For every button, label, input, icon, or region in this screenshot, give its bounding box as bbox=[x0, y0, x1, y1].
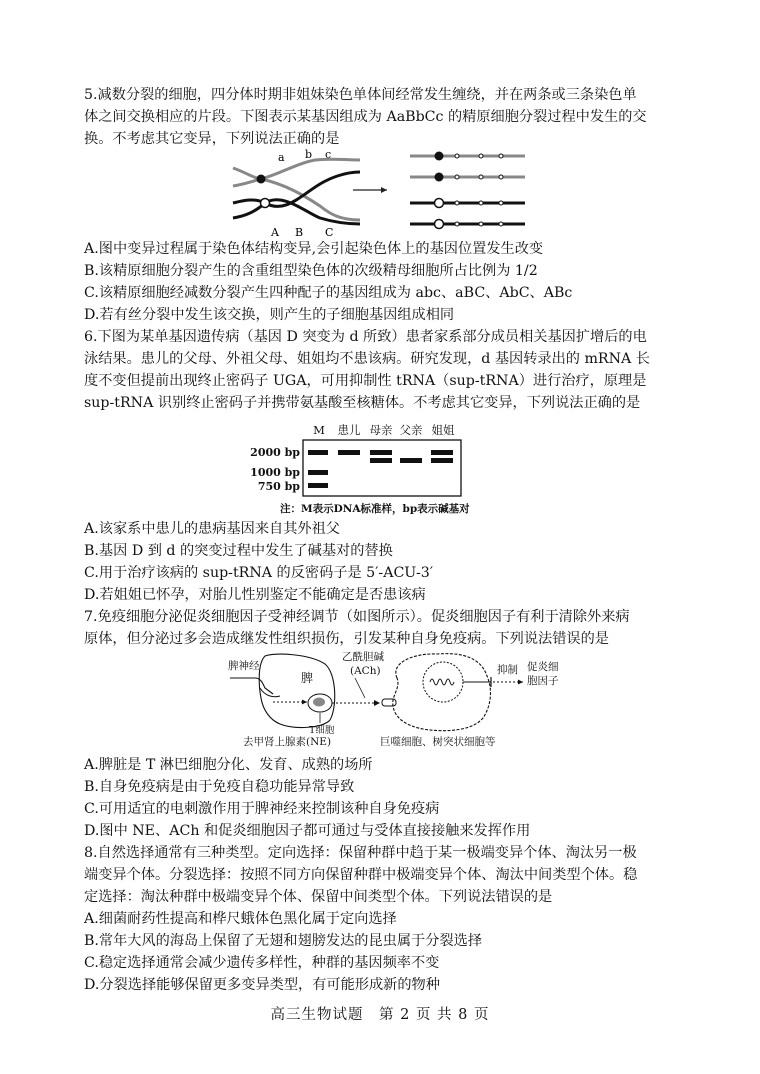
label-cytokine-2: 胞因子 bbox=[527, 675, 559, 687]
q8-stem-line-1: 8.自然选择通常有三种类型。定向选择：保留种群中趋于某一极端变异个体、淘汰另一极 bbox=[84, 845, 637, 861]
band-mother-1 bbox=[370, 450, 392, 455]
size-1000: 1000 bp bbox=[250, 466, 300, 479]
q6-stem-line-2: 泳结果。患儿的父母、外祖父母、姐姐均不患该病。研究发现，d 基因转录出的 mRNA 长 bbox=[84, 351, 650, 367]
label-C: C bbox=[325, 226, 334, 238]
tcell-nucleus bbox=[313, 698, 325, 707]
label-inhibit: 抑制 bbox=[497, 664, 518, 676]
chromatid-gray-2 bbox=[233, 159, 360, 186]
lane-label-sister: 姐姐 bbox=[431, 423, 455, 437]
q8-option-d: D.分裂选择能够保留更多变异类型，有可能形成新的物种 bbox=[84, 977, 440, 993]
q6-option-d: D.若姐姐已怀孕，对胎儿性别鉴定不能确定是否患该病 bbox=[84, 587, 426, 603]
band-father bbox=[400, 458, 422, 463]
band-sister-1 bbox=[431, 450, 453, 455]
label-a: a bbox=[278, 151, 285, 164]
band-m-2000 bbox=[308, 450, 328, 455]
q8-option-b: B.常年大风的海岛上保留了无翅和翅膀发达的昆虫属于分裂选择 bbox=[84, 933, 483, 949]
label-ach: 乙酰胆碱 bbox=[342, 651, 384, 663]
q6-stem-line-4: sup-tRNA 识别终止密码子并携带氨基酸至核糖体。不考虑其它变异，下列说法正确的是 bbox=[84, 395, 641, 411]
gel-note: 注：M表示DNA标准样，bp表示碱基对 bbox=[280, 503, 470, 515]
q8-option-c: C.稳定选择通常会减少遗传多样性，种群的基因频率不变 bbox=[84, 955, 440, 971]
q6-stem-line-1: 6.下图为某单基因遗传病（基因 D 突变为 d 所致）患者家系部分成员相关基因扩增后的电 bbox=[84, 329, 647, 345]
centromere-gray bbox=[257, 175, 266, 184]
centromere-result-4 bbox=[435, 220, 444, 229]
band-sister-2 bbox=[431, 458, 453, 463]
chromatid-black-2 bbox=[233, 200, 360, 224]
label-cytokine-1: 促炎细 bbox=[527, 661, 559, 673]
label-macrophage: 巨噬细胞、树突状细胞等 bbox=[380, 736, 496, 748]
lane-label-father: 父亲 bbox=[399, 423, 423, 437]
lane-label-patient: 患儿 bbox=[337, 423, 361, 437]
crossover-diagram bbox=[225, 148, 540, 238]
centromere-result-1 bbox=[435, 152, 444, 161]
q5-stem-line-2: 体之间交换相应的片段。下图表示某基因组成为 AaBbCc 的精原细胞分裂过程中发生的交 bbox=[84, 109, 647, 125]
label-A: A bbox=[271, 226, 279, 238]
gel-electrophoresis bbox=[250, 420, 510, 520]
label-spleen: 脾 bbox=[301, 671, 314, 685]
label-c: c bbox=[325, 148, 332, 161]
spleen-outline bbox=[259, 654, 335, 727]
label-B: B bbox=[295, 226, 304, 238]
q6-option-c: C.用于治疗该病的 sup-tRNA 的反密码子是 5′-ACU-3′ bbox=[84, 565, 434, 581]
q7-option-a: A.脾脏是 T 淋巴细胞分化、发育、成熟的场所 bbox=[84, 757, 373, 773]
q5-option-b: B.该精原细胞分裂产生的含重组型染色体的次级精母细胞所占比例为 1/2 bbox=[84, 263, 538, 279]
macrophage-nucleus bbox=[423, 662, 463, 702]
q7-option-b: B.自身免疫病是由于免疫自稳功能异常导致 bbox=[84, 779, 355, 795]
q5-stem-line-1: 5.减数分裂的细胞，四分体时期非姐妹染色单体间经常发生缠绕，并在两条或三条染色单 bbox=[84, 87, 637, 103]
arrow-head bbox=[381, 187, 387, 193]
centromere-black bbox=[261, 199, 270, 208]
q5-option-d: D.若有丝分裂中发生该交换，则产生的子细胞基因组成相同 bbox=[84, 307, 455, 323]
size-2000: 2000 bp bbox=[250, 446, 300, 459]
dna-strand bbox=[430, 679, 454, 685]
label-ne: 去甲肾上腺素(NE) bbox=[243, 736, 332, 748]
label-ach-abbr: (ACh) bbox=[350, 665, 381, 677]
centromere-result-2 bbox=[435, 173, 444, 182]
band-mother-2 bbox=[370, 458, 392, 463]
lane-label-mother: 母亲 bbox=[369, 423, 393, 437]
q7-option-d: D.图中 NE、ACh 和促炎细胞因子都可通过与受体直接接触来发挥作用 bbox=[84, 823, 531, 839]
macrophage-outline bbox=[393, 654, 491, 731]
band-patient bbox=[338, 450, 360, 455]
q6-option-b: B.基因 D 到 d 的突变过程中发生了碱基对的替换 bbox=[84, 543, 393, 559]
band-m-1000 bbox=[308, 470, 328, 475]
label-b: b bbox=[305, 148, 313, 161]
q5-stem-line-3: 换。不考虑其它变异，下列说法正确的是 bbox=[84, 131, 340, 147]
neuro-immune-diagram bbox=[225, 648, 565, 753]
q5-option-a: A.图中变异过程属于染色体结构变异,会引起染色体上的基因位置发生改变 bbox=[84, 241, 544, 257]
label-splenic-nerve: 脾神经 bbox=[228, 660, 260, 672]
lane-label-m: M bbox=[313, 423, 325, 437]
receptor bbox=[382, 699, 396, 706]
q7-option-c: C.可用适宜的电刺激作用于脾神经来控制该种自身免疫病 bbox=[84, 801, 440, 817]
q8-option-a: A.细菌耐药性提高和桦尺蛾体色黑化属于定向选择 bbox=[84, 911, 397, 927]
nerve-fiber bbox=[230, 678, 273, 694]
q6-option-a: A.该家系中患儿的患病基因来自其外祖父 bbox=[84, 521, 340, 537]
q8-stem-line-2: 端变异个体。分裂选择：按照不同方向保留种群中极端变异个体、淘汰中间类型个体。稳 bbox=[84, 867, 638, 883]
page-footer: 高三生物试题 第 2 页 共 8 页 bbox=[270, 1007, 490, 1023]
q8-stem-line-3: 定选择：淘汰种群中极端变异个体、保留中间类型个体。下列说法错误的是 bbox=[84, 889, 553, 905]
label-tcell: T细胞 bbox=[309, 725, 335, 736]
q6-stem-line-3: 度不变但提前出现终止密码子 UGA，可用抑制性 tRNA（sup-tRNA）进行治疗，原理是 bbox=[84, 373, 647, 389]
centromere-result-3 bbox=[435, 199, 444, 208]
band-m-750 bbox=[308, 483, 328, 488]
q7-stem-line-2: 原体，但分泌过多会造成继发性组织损伤，引发某种自身免疫病。下列说法错误的是 bbox=[84, 631, 609, 647]
size-750: 750 bp bbox=[257, 480, 300, 493]
q7-stem-line-1: 7.免疫细胞分泌促炎细胞因子受神经调节（如图所示）。促炎细胞因子有利于清除外来病 bbox=[84, 609, 630, 625]
q5-option-c: C.该精原细胞经减数分裂产生四种配子的基因组成为 abc、aBC、AbC、ABc bbox=[84, 285, 573, 301]
